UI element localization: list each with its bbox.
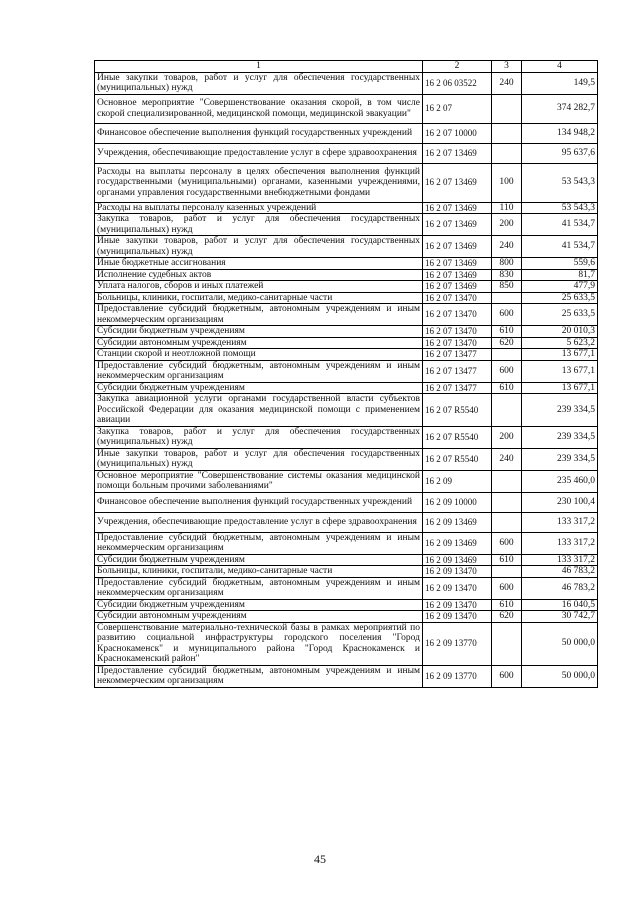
row-expense-type — [492, 566, 522, 578]
row-code: 16 2 09 13469 — [423, 532, 492, 554]
row-code: 16 2 07 13470 — [423, 337, 492, 349]
row-code: 16 2 09 13770 — [423, 665, 492, 687]
table-row — [95, 566, 598, 578]
row-name: Субсидии бюджетным учреждениям — [95, 599, 423, 611]
row-amount: 374 282,7 — [522, 94, 598, 123]
row-expense-type: 100 — [492, 163, 522, 202]
row-name: Основное мероприятие "Совершенствование оказания скорой, в том числе скорой специализированной, медицинской помощи, медицинской эвакуации" — [95, 94, 423, 123]
row-expense-type: 610 — [492, 382, 522, 394]
row-code: 16 2 07 R5540 — [423, 394, 492, 427]
row-code: 16 2 07 R5540 — [423, 448, 492, 470]
page-number: 45 — [314, 852, 326, 866]
row-code: 16 2 07 10000 — [423, 123, 492, 143]
row-amount: 25 633,5 — [522, 292, 598, 304]
row-amount: 239 334,5 — [522, 394, 598, 427]
row-code: 16 2 07 13470 — [423, 326, 492, 338]
row-amount: 41 534,7 — [522, 236, 598, 258]
row-name: Станции скорой и неотложной помощи — [95, 349, 423, 361]
table-row — [95, 202, 598, 214]
row-amount: 41 534,7 — [522, 214, 598, 236]
row-amount: 133 317,2 — [522, 532, 598, 554]
row-name: Закупка товаров, работ и услуг для обеспечения государственных (муниципальных) нужд — [95, 426, 423, 448]
row-code: 16 2 06 03522 — [423, 72, 492, 94]
row-code: 16 2 07 R5540 — [423, 426, 492, 448]
row-name: Субсидии бюджетным учреждениям — [95, 382, 423, 394]
row-amount: 30 742,7 — [522, 611, 598, 623]
row-expense-type: 850 — [492, 281, 522, 293]
table-row — [95, 532, 598, 554]
row-amount: 230 100,4 — [522, 492, 598, 512]
row-expense-type: 610 — [492, 326, 522, 338]
row-code: 16 2 07 13469 — [423, 214, 492, 236]
budget-table — [94, 60, 598, 688]
table-row — [95, 163, 598, 202]
table-row — [95, 281, 598, 293]
row-name: Предоставление субсидий бюджетным, автономным учреждениям и иным некоммерческим организациям — [95, 532, 423, 554]
row-name: Учреждения, обеспечивающие предоставление услуг в сфере здравоохранения — [95, 143, 423, 163]
row-expense-type: 110 — [492, 202, 522, 214]
row-code: 16 2 09 13470 — [423, 599, 492, 611]
row-expense-type: 240 — [492, 72, 522, 94]
table-row — [95, 382, 598, 394]
row-expense-type — [492, 292, 522, 304]
table-row — [95, 337, 598, 349]
row-name: Субсидии бюджетным учреждениям — [95, 554, 423, 566]
row-expense-type: 620 — [492, 337, 522, 349]
row-code: 16 2 07 13469 — [423, 258, 492, 270]
row-name: Предоставление субсидий бюджетным, автономным учреждениям и иным некоммерческим организациям — [95, 304, 423, 326]
row-name: Субсидии автономным учреждениям — [95, 611, 423, 623]
row-amount: 559,6 — [522, 258, 598, 270]
table-row — [95, 554, 598, 566]
table-body — [95, 72, 598, 687]
row-code: 16 2 07 13470 — [423, 292, 492, 304]
row-name: Больницы, клиники, госпитали, медико-санитарные части — [95, 292, 423, 304]
row-code: 16 2 09 13770 — [423, 622, 492, 665]
row-expense-type: 200 — [492, 426, 522, 448]
row-name: Закупка товаров, работ и услуг для обеспечения государственных (муниципальных) нужд — [95, 214, 423, 236]
row-expense-type — [492, 349, 522, 361]
row-name: Финансовое обеспечение выполнения функций государственных учреждений — [95, 492, 423, 512]
row-expense-type: 600 — [492, 360, 522, 382]
row-name: Субсидии автономным учреждениям — [95, 337, 423, 349]
row-name: Учреждения, обеспечивающие предоставление услуг в сфере здравоохранения — [95, 512, 423, 532]
row-name: Уплата налогов, сборов и иных платежей — [95, 281, 423, 293]
row-name: Иные закупки товаров, работ и услуг для обеспечения государственных (муниципальных) нужд — [95, 72, 423, 94]
row-name: Закупка авиационной услуги органами государственной власти субъектов Российской Федерации для оказания медицинской помощи с применением авиации — [95, 394, 423, 427]
table-row — [95, 394, 598, 427]
table-row — [95, 94, 598, 123]
row-code: 16 2 09 10000 — [423, 492, 492, 512]
row-expense-type: 610 — [492, 599, 522, 611]
row-amount: 235 460,0 — [522, 470, 598, 492]
row-name: Субсидии бюджетным учреждениям — [95, 326, 423, 338]
row-name: Иные бюджетные ассигнования — [95, 258, 423, 270]
table-row — [95, 123, 598, 143]
row-name: Иные закупки товаров, работ и услуг для обеспечения государственных (муниципальных) нужд — [95, 236, 423, 258]
table-row — [95, 470, 598, 492]
header-col-1: 1 — [95, 61, 423, 73]
row-amount: 13 677,1 — [522, 349, 598, 361]
row-code: 16 2 09 13469 — [423, 512, 492, 532]
table-row — [95, 360, 598, 382]
row-code: 16 2 07 13469 — [423, 236, 492, 258]
row-amount: 50 000,0 — [522, 665, 598, 687]
row-expense-type: 200 — [492, 214, 522, 236]
table-row — [95, 326, 598, 338]
row-amount: 477,9 — [522, 281, 598, 293]
row-name: Предоставление субсидий бюджетным, автономным учреждениям и иным некоммерческим организациям — [95, 577, 423, 599]
row-name: Совершенствование материально-технической базы в рамках мероприятий по развитию социальной инфраструктуры городского поселения "Город Краснокаменск" и муниципального района "Город Краснокаменск и Краснокаменский район" — [95, 622, 423, 665]
row-name: Финансовое обеспечение выполнения функций государственных учреждений — [95, 123, 423, 143]
row-code: 16 2 07 13469 — [423, 281, 492, 293]
header-col-3: 3 — [492, 61, 522, 73]
row-code: 16 2 07 13469 — [423, 269, 492, 281]
row-name: Предоставление субсидий бюджетным, автономным учреждениям и иным некоммерческим организациям — [95, 360, 423, 382]
table-row — [95, 622, 598, 665]
row-expense-type: 600 — [492, 532, 522, 554]
row-code: 16 2 07 13477 — [423, 382, 492, 394]
table-row — [95, 492, 598, 512]
row-amount: 149,5 — [522, 72, 598, 94]
row-expense-type — [492, 622, 522, 665]
table-row — [95, 349, 598, 361]
row-code: 16 2 09 13470 — [423, 577, 492, 599]
row-name: Предоставление субсидий бюджетным, автономным учреждениям и иным некоммерческим организациям — [95, 665, 423, 687]
row-name: Больницы, клиники, госпитали, медико-санитарные части — [95, 566, 423, 578]
row-expense-type: 600 — [492, 577, 522, 599]
table-row — [95, 304, 598, 326]
row-amount: 53 543,3 — [522, 163, 598, 202]
row-amount: 5 623,2 — [522, 337, 598, 349]
row-name: Расходы на выплаты персоналу казенных учреждений — [95, 202, 423, 214]
row-code: 16 2 09 13469 — [423, 554, 492, 566]
table-row — [95, 599, 598, 611]
row-amount: 53 543,3 — [522, 202, 598, 214]
row-amount: 46 783,2 — [522, 566, 598, 578]
row-amount: 46 783,2 — [522, 577, 598, 599]
row-name: Основное мероприятие "Совершенствование системы оказания медицинской помощи больным прочими заболеваниями" — [95, 470, 423, 492]
row-name: Иные закупки товаров, работ и услуг для обеспечения государственных (муниципальных) нужд — [95, 448, 423, 470]
row-amount: 25 633,5 — [522, 304, 598, 326]
row-code: 16 2 07 13469 — [423, 163, 492, 202]
row-name: Расходы на выплаты персоналу в целях обеспечения выполнения функций государственными (муниципальными) органами, казенными учреждениями, органами управления государственными внебюджетными фондами — [95, 163, 423, 202]
row-expense-type — [492, 492, 522, 512]
row-amount: 20 010,3 — [522, 326, 598, 338]
table-row — [95, 236, 598, 258]
row-expense-type — [492, 123, 522, 143]
row-code: 16 2 07 13469 — [423, 202, 492, 214]
header-row — [95, 61, 598, 73]
table-row — [95, 611, 598, 623]
row-expense-type: 240 — [492, 236, 522, 258]
row-amount: 95 637,6 — [522, 143, 598, 163]
row-amount: 133 317,2 — [522, 512, 598, 532]
row-expense-type: 600 — [492, 304, 522, 326]
row-code: 16 2 09 — [423, 470, 492, 492]
row-amount: 50 000,0 — [522, 622, 598, 665]
row-code: 16 2 07 13477 — [423, 349, 492, 361]
row-amount: 13 677,1 — [522, 382, 598, 394]
header-col-2: 2 — [423, 61, 492, 73]
row-expense-type: 600 — [492, 665, 522, 687]
row-amount: 239 334,5 — [522, 448, 598, 470]
row-expense-type: 620 — [492, 611, 522, 623]
header-col-4: 4 — [522, 61, 598, 73]
table-row — [95, 512, 598, 532]
row-amount: 13 677,1 — [522, 360, 598, 382]
row-code: 16 2 07 13469 — [423, 143, 492, 163]
row-expense-type: 830 — [492, 269, 522, 281]
table-row — [95, 72, 598, 94]
row-code: 16 2 09 13470 — [423, 566, 492, 578]
row-amount: 133 317,2 — [522, 554, 598, 566]
table-row — [95, 448, 598, 470]
row-code: 16 2 07 13470 — [423, 304, 492, 326]
row-expense-type: 240 — [492, 448, 522, 470]
row-expense-type — [492, 143, 522, 163]
row-amount: 81,7 — [522, 269, 598, 281]
row-name: Исполнение судебных актов — [95, 269, 423, 281]
row-code: 16 2 07 — [423, 94, 492, 123]
row-amount: 16 040,5 — [522, 599, 598, 611]
table-row — [95, 577, 598, 599]
row-expense-type — [492, 512, 522, 532]
row-code: 16 2 09 13470 — [423, 611, 492, 623]
table-row — [95, 258, 598, 270]
row-expense-type — [492, 470, 522, 492]
row-code: 16 2 07 13477 — [423, 360, 492, 382]
table-row — [95, 665, 598, 687]
table-row — [95, 292, 598, 304]
row-expense-type — [492, 394, 522, 427]
table-row — [95, 269, 598, 281]
table-row — [95, 426, 598, 448]
table-row — [95, 143, 598, 163]
row-expense-type: 800 — [492, 258, 522, 270]
table-row — [95, 214, 598, 236]
row-expense-type: 610 — [492, 554, 522, 566]
row-amount: 134 948,2 — [522, 123, 598, 143]
row-amount: 239 334,5 — [522, 426, 598, 448]
row-expense-type — [492, 94, 522, 123]
